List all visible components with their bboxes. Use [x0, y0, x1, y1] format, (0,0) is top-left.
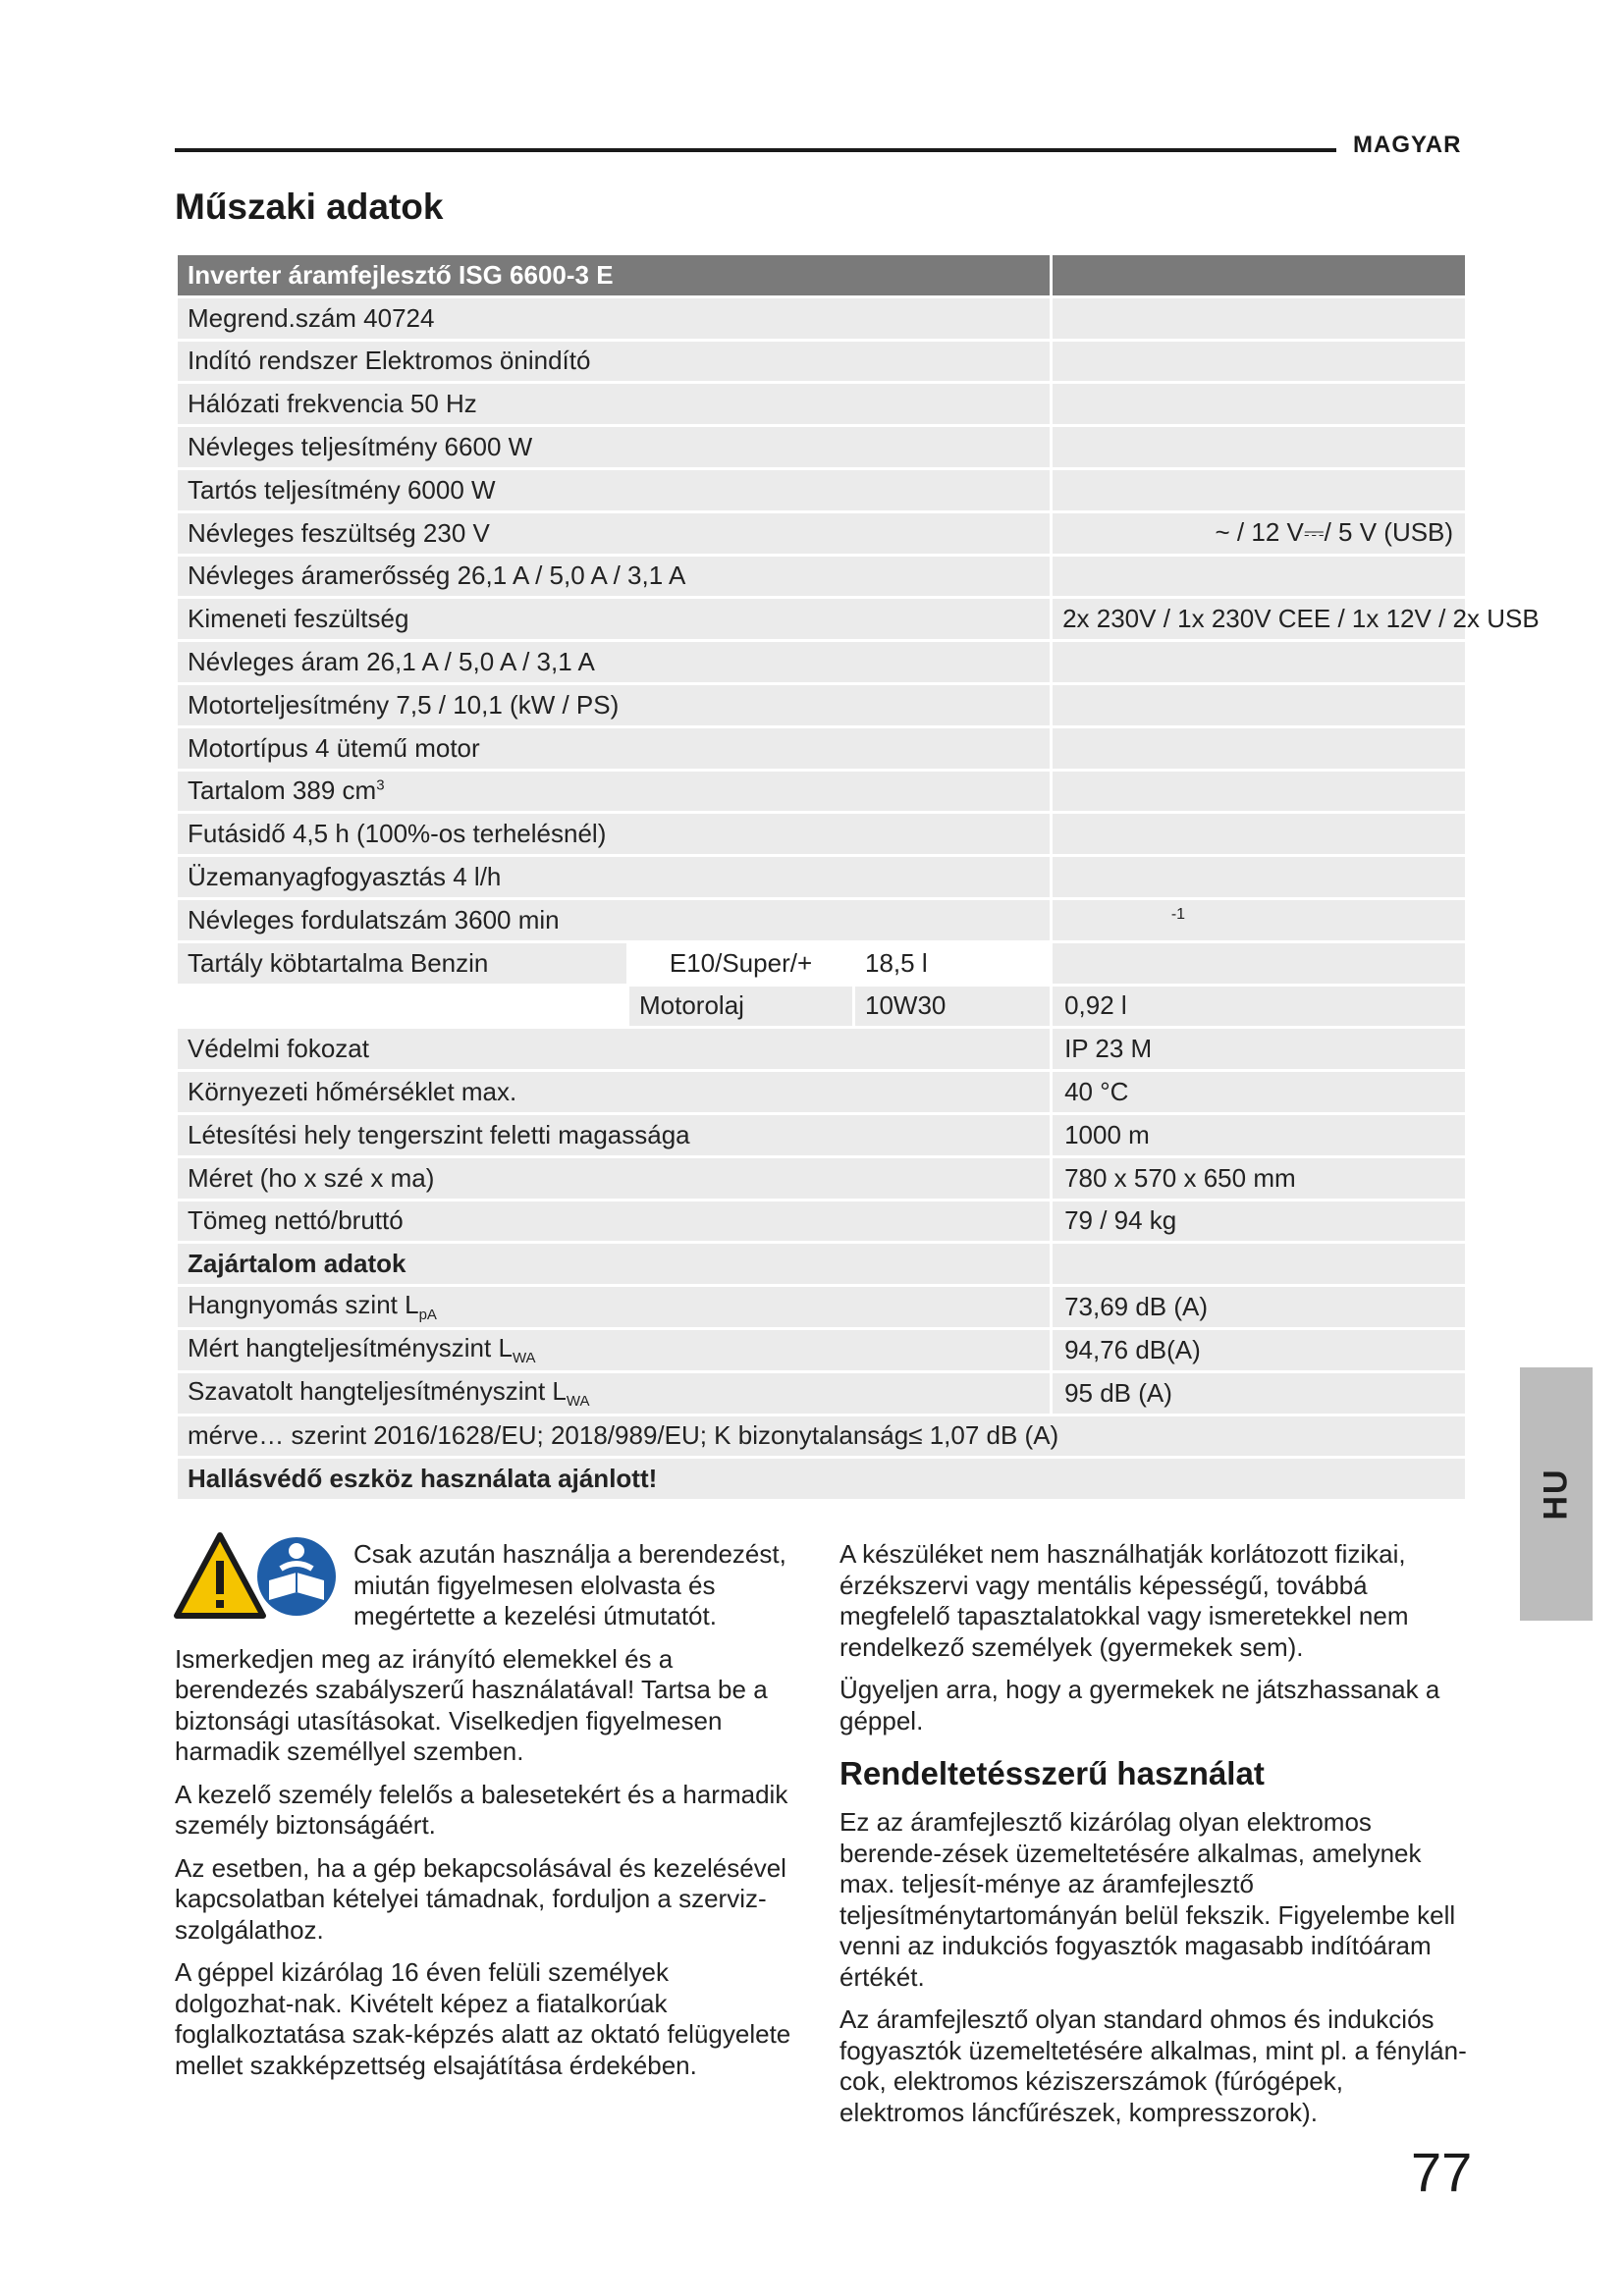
- intro-paragraph: Csak azután használja a berendezést, miután figyelmesen elolvasta és megértette a kezelési útmutatót.: [353, 1539, 786, 1630]
- spec-row: [177, 641, 1467, 684]
- spec-header-row: [177, 254, 1467, 297]
- noise-label: [177, 1371, 1052, 1415]
- spec-header: Inverter áramfejlesztő ISG 6600-3 E: [177, 254, 1052, 297]
- spec-row: [177, 511, 1467, 555]
- left-paragraph: Ismerkedjen meg az irányító elemekkel és a berendezés szabályszerű használatával! Tartsa be a biztonsági utasításokat. Viselkedjen figyelmesen harmadik személlyel szemben.: [175, 1643, 768, 1766]
- spec-row: [177, 340, 1467, 383]
- spec-label: Névleges teljesítmény 6600 W: [177, 426, 1052, 469]
- spec-label: Hálózati frekvencia 50 Hz: [177, 383, 1052, 426]
- spec-label: Kimeneti feszültség: [177, 598, 1052, 641]
- spec-label: Tartós teljesítmény 6000 W: [177, 468, 1052, 511]
- spec-row: [177, 726, 1467, 770]
- spec-value: [1052, 813, 1467, 856]
- spec-value: IP 23 M: [1052, 1028, 1467, 1071]
- language-tab: [1520, 1367, 1593, 1621]
- spec-label: [177, 770, 1052, 813]
- spec-table: [175, 252, 1540, 1502]
- spec-label: Motorteljesítmény 7,5 / 10,1 (kW / PS): [177, 683, 1052, 726]
- spec-value: ~ / 12 V⎓/ 5 V (USB): [1052, 511, 1467, 555]
- spec-value: 79 / 94 kg: [1052, 1200, 1467, 1243]
- spec-row: [177, 1113, 1467, 1156]
- tank-right: [1052, 941, 1467, 985]
- measured-note-row: [177, 1415, 1467, 1458]
- tank-label: Tartály köbtartalma Benzin: [177, 941, 628, 985]
- noise-heading: Zajártalom adatok: [177, 1243, 1052, 1286]
- page-title: Műszaki adatok: [175, 187, 444, 227]
- spec-label: Névleges feszültség 230 V: [177, 511, 1052, 555]
- spec-row: [177, 468, 1467, 511]
- spec-label: Névleges áramerősség 26,1 A / 5,0 A / 3,1 A: [177, 555, 1052, 598]
- right-paragraph: Ez az áramfejlesztő kizárólag olyan elektromos berende-zések üzemeltetésére alkalmas, amelynek max. teljesít-ménye az áramfejlesztő teljesítménytartományán belül fekszik. Figyelembe kell venni az indukciós fogyasztók magasabb indítóáram értékét.: [839, 1807, 1456, 1992]
- noise-label-text: Szavatolt hangteljesítményszint L: [188, 1376, 567, 1407]
- spec-value: [1052, 340, 1467, 383]
- spec-row: [177, 598, 1467, 641]
- spec-value: [1052, 296, 1467, 340]
- spec-row: [177, 770, 1467, 813]
- spec-label: Futásidő 4,5 h (100%-os terhelésnél): [177, 813, 1052, 856]
- oil-blank: [177, 985, 628, 1028]
- spec-row: [177, 1071, 1467, 1114]
- noise-row: [177, 1371, 1467, 1415]
- spec-value: 40 °C: [1052, 1071, 1467, 1114]
- spec-value: [1052, 468, 1467, 511]
- spec-label: Méret (ho x szé x ma): [177, 1156, 1052, 1200]
- left-column: [175, 1539, 793, 2093]
- spec-row: [177, 856, 1467, 899]
- spec-value: [1052, 770, 1467, 813]
- noise-value: 73,69 dB (A): [1052, 1286, 1467, 1329]
- oil-label: Motorolaj: [628, 985, 854, 1028]
- section-heading: Rendeltetésszerű használat: [839, 1755, 1265, 1791]
- top-rule: [175, 148, 1336, 152]
- left-paragraph: A géppel kizárólag 16 éven felüli személyek dolgozhat-nak. Kivételt képez a fiatalkorúak foglalkoztatása szak-képzés alatt az oktató felügyelete mellet szakképzettség elsajátítása érdekében.: [175, 1957, 791, 2080]
- left-paragraph: Az esetben, ha a gép bekapcsolásával és kezelésével kapcsolatban kételyei támadnak, forduljon a szerviz-szolgálathoz.: [175, 1852, 786, 1945]
- noise-row: [177, 1286, 1467, 1329]
- language-label: MAGYAR: [1353, 132, 1462, 158]
- spec-value: 780 x 570 x 650 mm: [1052, 1156, 1467, 1200]
- spec-value: [1052, 383, 1467, 426]
- spec-label: Névleges fordulatszám 3600 min: [177, 898, 1052, 941]
- noise-row: [177, 1328, 1467, 1371]
- measured-note: mérve… szerint 2016/1628/EU; 2018/989/EU; K bizonytalanság≤ 1,07 dB (A): [177, 1415, 1467, 1458]
- noise-label-text: Hangnyomás szint L: [188, 1290, 419, 1320]
- left-paragraph: A kezelő személy felelős a balesetekért és a harmadik személy biztonságáért.: [175, 1779, 788, 1840]
- right-paragraph: A készüléket nem használhatják korlátozott fizikai, érzékszervi vagy mentális képességű, továbbá megfelelő tapasztalatokkal vagy ismeretekkel nem rendelkező személyek (gyermekek sem).: [839, 1539, 1409, 1662]
- tank-row: [177, 941, 1467, 985]
- spec-label: Megrend.szám 40724: [177, 296, 1052, 340]
- spec-label: Motortípus 4 ütemű motor: [177, 726, 1052, 770]
- spec-label: Indító rendszer Elektromos önindító: [177, 340, 1052, 383]
- noise-heading-row: [177, 1243, 1467, 1286]
- language-tab-label: HU: [1537, 1468, 1575, 1521]
- oil-type: 10W30: [854, 985, 1052, 1028]
- spec-label: Tömeg nettó/bruttó: [177, 1200, 1052, 1243]
- spec-row: [177, 426, 1467, 469]
- right-paragraph: Ügyeljen arra, hogy a gyermekek ne játszhassanak a géppel.: [839, 1675, 1440, 1735]
- spec-row: [177, 1200, 1467, 1243]
- spec-label: Környezeti hőmérséklet max.: [177, 1071, 1052, 1114]
- spec-value: [1052, 641, 1467, 684]
- spec-row: [177, 555, 1467, 598]
- spec-label: Névleges áram 26,1 A / 5,0 A / 3,1 A: [177, 641, 1052, 684]
- oil-volume: 0,92 l: [1052, 985, 1467, 1028]
- spec-label: Üzemanyagfogyasztás 4 l/h: [177, 856, 1052, 899]
- spec-label: Létesítési hely tengerszint feletti magassága: [177, 1113, 1052, 1156]
- spec-label: Védelmi fokozat: [177, 1028, 1052, 1071]
- oil-row: [177, 985, 1467, 1028]
- noise-label-sub: WA: [566, 1393, 590, 1411]
- noise-value: 95 dB (A): [1052, 1371, 1467, 1415]
- noise-label-text: Mért hangteljesítményszint L: [188, 1333, 513, 1363]
- spec-value: 2x 230V / 1x 230V CEE / 1x 12V / 2x USB: [1052, 598, 1467, 641]
- noise-label-sub: pA: [418, 1307, 437, 1324]
- noise-label: [177, 1286, 1052, 1329]
- tank-blank: [966, 941, 1052, 985]
- noise-value: 94,76 dB(A): [1052, 1328, 1467, 1371]
- spec-row: [177, 683, 1467, 726]
- noise-label-sub: WA: [512, 1350, 536, 1367]
- noise-heading-right: [1052, 1243, 1467, 1286]
- spec-row: [177, 296, 1467, 340]
- noise-label: [177, 1328, 1052, 1371]
- spec-value: [1052, 426, 1467, 469]
- spec-value: [1052, 555, 1467, 598]
- spec-row: [177, 898, 1467, 941]
- right-column: [839, 1539, 1468, 2140]
- spec-value: [1052, 683, 1467, 726]
- spec-label-text: Tartalom 389 cm: [188, 775, 377, 806]
- spec-row: [177, 383, 1467, 426]
- right-paragraph: Az áramfejlesztő olyan standard ohmos és indukciós fogyasztók üzemeltetésére alkalmas, mint pl. a fénylán-cok, elektromos kéziszerszámok (fúrógépek, elektromos láncfűrészek, kompresszorok).: [839, 2004, 1467, 2127]
- page-number: 77: [1411, 2141, 1473, 2203]
- spec-label-sup: 3: [376, 776, 385, 794]
- fuel-type: E10/Super/+: [628, 941, 854, 985]
- spec-value: [1052, 856, 1467, 899]
- spec-value: [1052, 726, 1467, 770]
- spec-header-right: [1052, 254, 1467, 297]
- hearing-note: Hallásvédő eszköz használata ajánlott!: [177, 1458, 1467, 1501]
- spec-row: [177, 1028, 1467, 1071]
- spec-row: [177, 813, 1467, 856]
- spec-value: 1000 m: [1052, 1113, 1467, 1156]
- spec-row: [177, 1156, 1467, 1200]
- spec-value: -1: [1052, 898, 1467, 941]
- fuel-volume: 18,5 l: [854, 941, 966, 985]
- hearing-note-row: [177, 1458, 1467, 1501]
